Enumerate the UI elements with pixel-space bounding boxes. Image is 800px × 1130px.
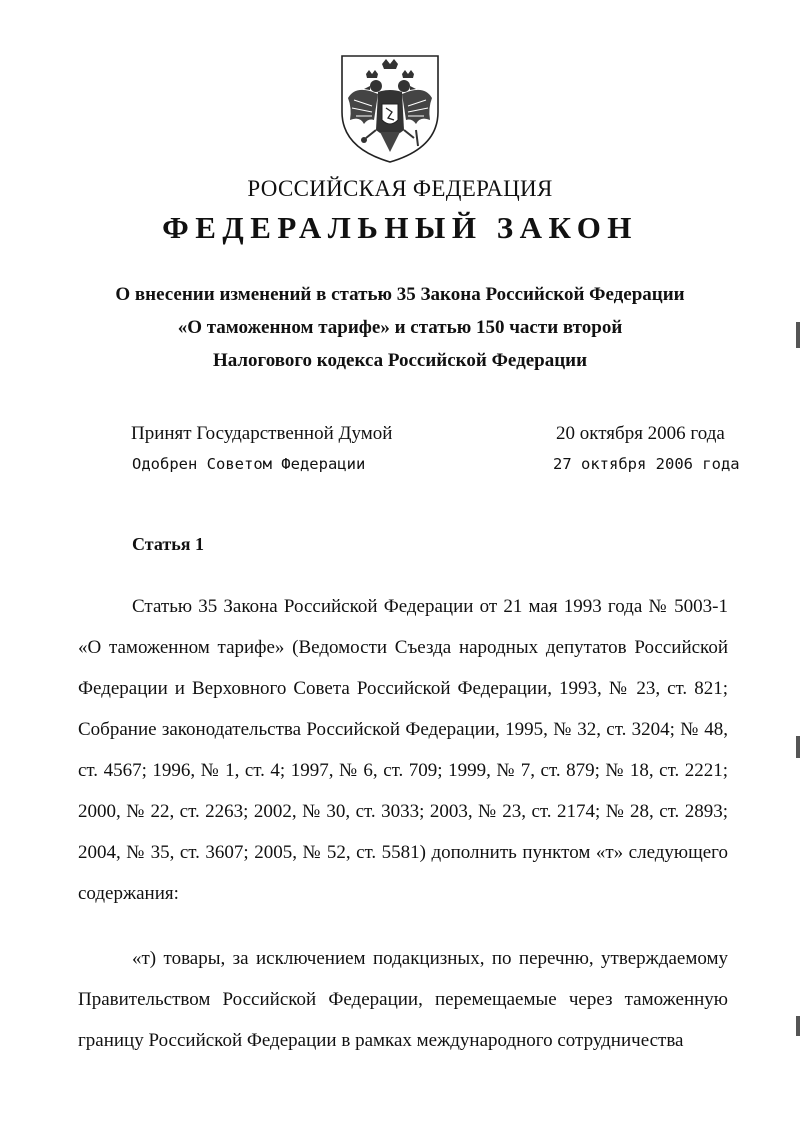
scan-edge-mark — [796, 1016, 800, 1036]
law-type-title: ФЕДЕРАЛЬНЫЙ ЗАКОН — [162, 210, 638, 245]
law-subject-line: О внесении изменений в статью 35 Закона Российской Федерации — [115, 284, 685, 305]
article-paragraph: Статью 35 Закона Российской Федерации от 21 мая 1993 года № 5003-1 «О таможенном тарифе» (Ведомости Съезда народных депутатов Российской Федерации и Верховного Совета Российской Федерации, 1993, № 23, ст. 821; Собрание законодательства Российской Федерации, 1995, № 32, ст. 3204; № 48, ст. 4567; 1996, № 1, ст. 4; 1997, № 6, ст. 709; 1999, № 7, ст. 879; № 18, ст. 2221; 2000, № 22, ст. 2263; 2002, № 30, ст. 3033; 2003, № 23, ст. 2174; № 28, ст. 2893; 2004, № 35, ст. 3607; 2005, № 52, ст. 5581) дополнить пунктом «т» следующего содержания: — [78, 596, 728, 904]
law-subject — [0, 278, 800, 377]
article-heading: Статья 1 — [132, 534, 204, 554]
duma-adoption-label: Принят Государственной Думой — [131, 423, 393, 444]
article-paragraph: «т) товары, за исключением подакцизных, по перечню, утверждаемому Правительством Российской Федерации, перемещаемые через таможенную границу Российской Федерации в рамках международного сотрудничества — [78, 948, 728, 1051]
country-title: РОССИЙСКАЯ ФЕДЕРАЦИЯ — [247, 176, 553, 201]
scan-edge-mark — [796, 322, 800, 348]
duma-adoption-date: 20 октября 2006 года — [556, 423, 725, 444]
scan-edge-mark — [796, 736, 800, 758]
state-emblem-icon — [338, 50, 442, 166]
council-approval-label: Одобрен Советом Федерации — [132, 455, 366, 473]
council-approval-date: 27 октября 2006 года — [553, 455, 740, 473]
law-subject-line: Налогового кодекса Российской Федерации — [212, 350, 588, 371]
law-subject-line: «О таможенном тарифе» и статью 150 части второй — [177, 317, 623, 338]
